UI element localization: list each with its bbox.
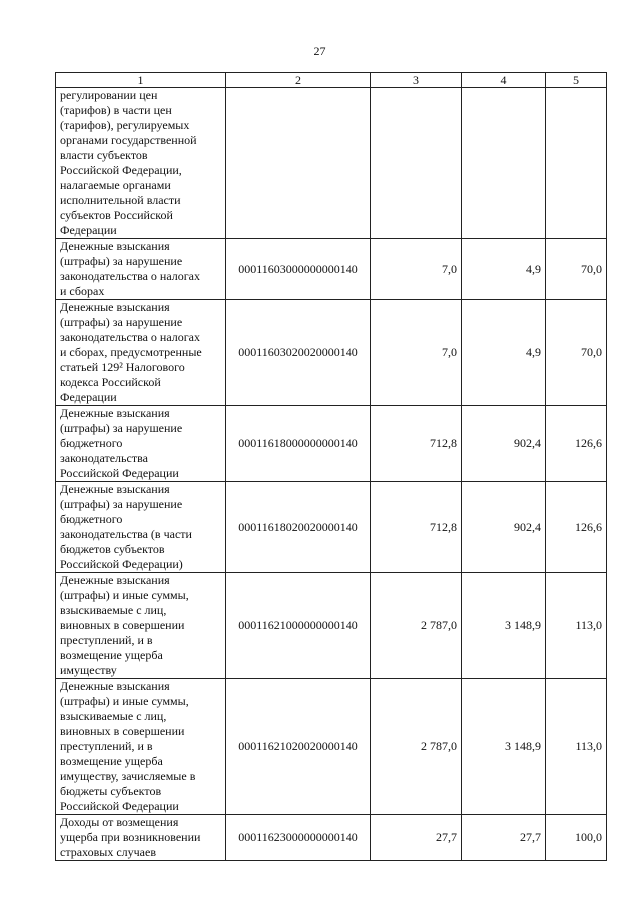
revenue-name-text: Денежные взыскания (штрафы) за нарушение законодательства о налогах и сборах xyxy=(60,239,201,298)
percent-cell xyxy=(546,88,607,239)
revenue-name-text: Денежные взыскания (штрафы) за нарушение бюджетного законодательства (в части бюджетов субъектов Российской Федерации) xyxy=(60,482,192,571)
budget-table xyxy=(55,72,607,861)
plan-value-cell: 2 787,0 xyxy=(371,679,462,815)
percent-cell: 126,6 xyxy=(546,482,607,573)
actual-value-cell: 902,4 xyxy=(462,482,546,573)
budget-code-cell: 00011618020020000140 xyxy=(226,482,371,573)
actual-value-cell: 4,9 xyxy=(462,239,546,300)
table-row xyxy=(56,239,607,300)
plan-value-cell: 7,0 xyxy=(371,239,462,300)
column-header-5: 5 xyxy=(546,73,607,88)
revenue-name-text: Денежные взыскания (штрафы) за нарушение законодательства о налогах и сборах, предусмотренные статьей 129² Налогового кодекса Российской Федерации xyxy=(60,300,202,404)
table-header-row xyxy=(56,73,607,88)
column-header-1: 1 xyxy=(56,73,226,88)
budget-code-cell: 00011621000000000140 xyxy=(226,573,371,679)
percent-cell: 70,0 xyxy=(546,300,607,406)
table-row xyxy=(56,406,607,482)
plan-value-cell: 2 787,0 xyxy=(371,573,462,679)
revenue-name-text: Денежные взыскания (штрафы) и иные суммы, взыскиваемые с лиц, виновных в совершении преступлений, и в возмещение ущерба имуществу, зачисляемые в бюджеты субъектов Российской Федерации xyxy=(60,679,196,813)
plan-value-cell: 7,0 xyxy=(371,300,462,406)
revenue-name-cell xyxy=(56,406,226,482)
revenue-name-cell xyxy=(56,239,226,300)
budget-code-cell: 00011623000000000140 xyxy=(226,815,371,861)
revenue-name-text: Денежные взыскания (штрафы) за нарушение бюджетного законодательства Российской Федерации xyxy=(60,406,183,480)
percent-cell: 100,0 xyxy=(546,815,607,861)
revenue-name-text: Доходы от возмещения ущерба при возникновении страховых случаев xyxy=(60,815,201,859)
table-row xyxy=(56,815,607,861)
page-number: 27 xyxy=(313,44,326,58)
percent-cell: 113,0 xyxy=(546,573,607,679)
revenue-name-cell xyxy=(56,88,226,239)
table-row xyxy=(56,482,607,573)
budget-code-cell: 00011618000000000140 xyxy=(226,406,371,482)
actual-value-cell xyxy=(462,88,546,239)
column-header-4: 4 xyxy=(462,73,546,88)
plan-value-cell: 712,8 xyxy=(371,482,462,573)
budget-code-cell xyxy=(226,88,371,239)
table-row xyxy=(56,88,607,239)
percent-cell: 70,0 xyxy=(546,239,607,300)
revenue-name-cell xyxy=(56,679,226,815)
revenue-name-cell xyxy=(56,300,226,406)
revenue-name-text: Денежные взыскания (штрафы) и иные суммы, взыскиваемые с лиц, виновных в совершении преступлений, и в возмещение ущерба имуществу xyxy=(60,573,189,677)
actual-value-cell: 3 148,9 xyxy=(462,573,546,679)
budget-code-cell: 00011621020020000140 xyxy=(226,679,371,815)
table-row xyxy=(56,679,607,815)
revenue-name-cell xyxy=(56,482,226,573)
budget-code-cell: 00011603020020000140 xyxy=(226,300,371,406)
plan-value-cell xyxy=(371,88,462,239)
plan-value-cell: 712,8 xyxy=(371,406,462,482)
actual-value-cell: 4,9 xyxy=(462,300,546,406)
revenue-name-text: регулировании цен (тарифов) в части цен (тарифов), регулируемых органами государственной власти субъектов Российской Федерации, налагаемые органами исполнительной власти субъектов Российской Федерации xyxy=(60,88,197,237)
percent-cell: 126,6 xyxy=(546,406,607,482)
column-header-2: 2 xyxy=(226,73,371,88)
revenue-name-cell xyxy=(56,573,226,679)
percent-cell: 113,0 xyxy=(546,679,607,815)
table-row xyxy=(56,300,607,406)
actual-value-cell: 3 148,9 xyxy=(462,679,546,815)
revenue-name-cell xyxy=(56,815,226,861)
actual-value-cell: 902,4 xyxy=(462,406,546,482)
plan-value-cell: 27,7 xyxy=(371,815,462,861)
column-header-3: 3 xyxy=(371,73,462,88)
budget-code-cell: 00011603000000000140 xyxy=(226,239,371,300)
actual-value-cell: 27,7 xyxy=(462,815,546,861)
table-row xyxy=(56,573,607,679)
